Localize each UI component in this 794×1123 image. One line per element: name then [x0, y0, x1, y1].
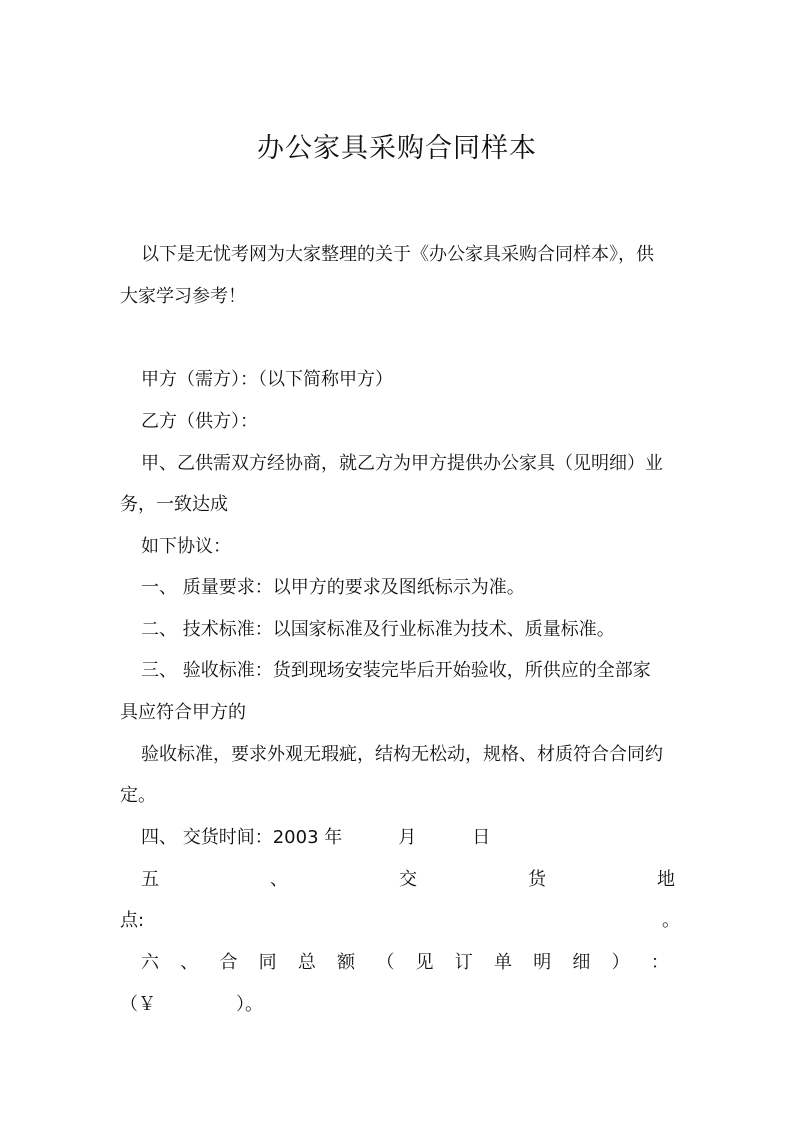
- clause-acceptance-line-1: 三、 验收标准：货到现场安装完毕后开始验收，所供应的全部家: [141, 660, 651, 681]
- document-title: 办公家具采购合同样本: [257, 133, 537, 164]
- spread-char: 、: [180, 952, 199, 973]
- clause-total-amount-line-1: [141, 951, 669, 975]
- spread-char: 同: [258, 952, 277, 973]
- clause-total-amount-line-2: [120, 993, 263, 1017]
- party-a-line: 甲方（需方）：（以下简称甲方）: [141, 369, 393, 390]
- spread-char: 交: [399, 869, 417, 890]
- spread-char: 、: [270, 869, 288, 890]
- spread-char: 地: [657, 869, 675, 890]
- clause-acceptance-line-4: 定。: [120, 785, 156, 806]
- intro-line-1: 以下是无忧考网为大家整理的关于《办公家具采购合同样本》，供: [141, 244, 654, 265]
- spread-char: ）: [611, 952, 630, 973]
- spread-char: 六: [141, 952, 159, 973]
- delivery-place-label: 点:: [120, 910, 145, 931]
- spread-char: ：: [650, 952, 669, 973]
- spread-char: 见: [415, 952, 434, 973]
- agreement-line-1: 甲、乙供需双方经协商，就乙方为甲方提供办公家具（见明细）业: [141, 453, 663, 474]
- amount-currency: （￥: [120, 994, 156, 1015]
- amount-end: ）。: [236, 994, 263, 1015]
- clause-delivery-time: [141, 826, 490, 850]
- agreement-line-3: 如下协议：: [141, 536, 231, 557]
- clause-delivery-place-line-1: [141, 868, 675, 892]
- clause-technical-standard: 二、 技术标准：以国家标准及行业标准为技术、质量标准。: [141, 619, 615, 640]
- clause-delivery-place-line-2: [120, 909, 680, 933]
- delivery-month: 月: [398, 827, 417, 848]
- spread-char: （: [376, 952, 395, 973]
- spread-char: 订: [454, 952, 473, 973]
- spread-char: 货: [528, 869, 546, 890]
- clause-quality: 一、 质量要求：以甲方的要求及图纸标示为准。: [141, 577, 525, 598]
- spread-char: 细: [572, 952, 591, 973]
- agreement-line-2: 务，一致达成: [120, 494, 228, 515]
- spread-char: 总: [297, 952, 316, 973]
- spread-char: 额: [337, 952, 356, 973]
- spread-char: 明: [533, 952, 552, 973]
- spread-char: 五: [141, 869, 159, 890]
- delivery-day: 日: [472, 827, 491, 848]
- delivery-place-end: 。: [662, 910, 680, 931]
- spread-char: 单: [493, 952, 512, 973]
- clause-acceptance-line-3: 验收标准，要求外观无瑕疵，结构无松动，规格、材质符合合同约: [141, 744, 663, 765]
- intro-line-2: 大家学习参考！: [120, 286, 246, 307]
- clause-acceptance-line-2: 具应符合甲方的: [120, 702, 246, 723]
- spread-char: 合: [219, 952, 238, 973]
- party-b-line: 乙方（供方）：: [141, 411, 258, 432]
- delivery-time-label: 四、 交货时间：2003 年: [141, 827, 343, 848]
